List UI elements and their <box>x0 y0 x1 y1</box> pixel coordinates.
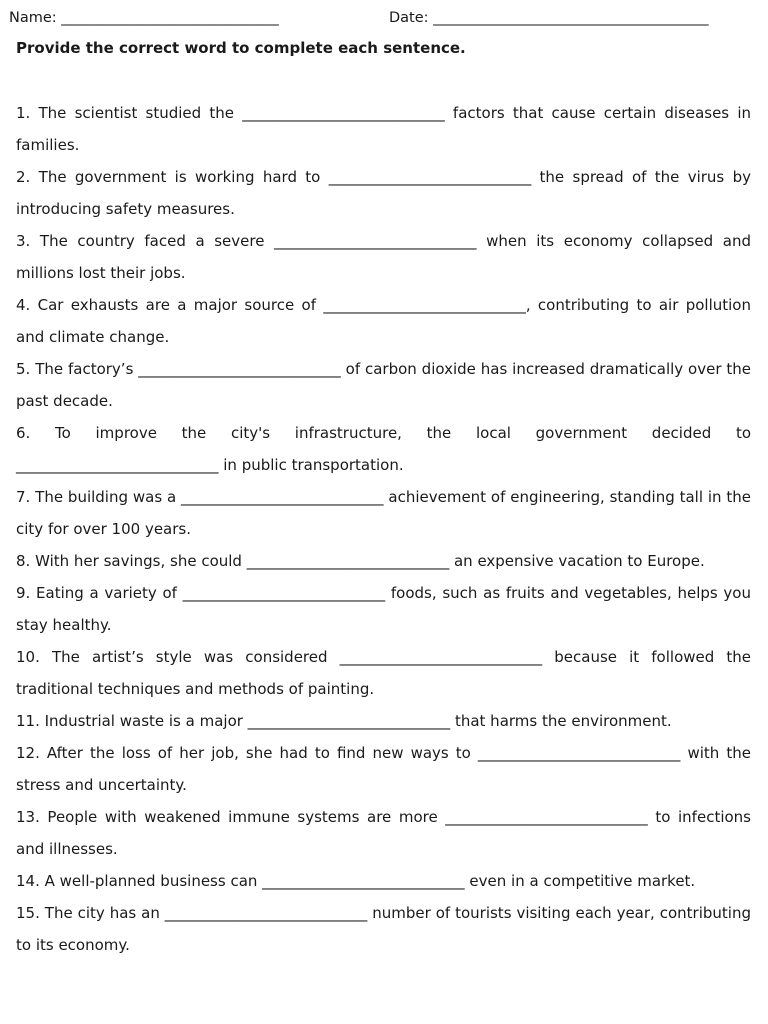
instructions: Provide the correct word to complete each sentence. <box>16 39 466 57</box>
question-8: 8. With her savings, she could ___________________________ an expensive vacation to Europe. <box>16 552 705 570</box>
question-4: 4. Car exhausts are a major source of ___________________________, contributing to air pollution and climate change. <box>16 296 751 346</box>
question-11: 11. Industrial waste is a major ___________________________ that harms the environment. <box>16 712 672 730</box>
question-list <box>16 97 751 961</box>
question-13: 13. People with weakened immune systems are more ___________________________ to infections and illnesses. <box>16 808 751 858</box>
question-15: 15. The city has an ___________________________ number of tourists visiting each year, contributing to its economy. <box>16 904 751 954</box>
question-9: 9. Eating a variety of ___________________________ foods, such as fruits and vegetables, helps you stay healthy. <box>16 584 751 634</box>
question-6: 6. To improve the city's infrastructure, the local government decided to ___________________________ in public transportation. <box>16 424 751 474</box>
question-14: 14. A well-planned business can ___________________________ even in a competitive market. <box>16 872 696 890</box>
question-10: 10. The artist’s style was considered ___________________________ because it followed the traditional techniques and methods of painting. <box>16 648 751 698</box>
question-3: 3. The country faced a severe ___________________________ when its economy collapsed and millions lost their jobs. <box>16 232 751 282</box>
question-2: 2. The government is working hard to ___________________________ the spread of the virus by introducing safety measures. <box>16 168 751 218</box>
question-5: 5. The factory’s ___________________________ of carbon dioxide has increased dramatically over the past decade. <box>16 360 751 410</box>
question-1: 1. The scientist studied the ___________________________ factors that cause certain diseases in families. <box>16 104 751 154</box>
question-7: 7. The building was a ___________________________ achievement of engineering, standing tall in the city for over 100 years. <box>16 488 751 538</box>
worksheet-header <box>9 8 749 30</box>
name-field: Name: ______________________________ <box>9 10 279 26</box>
question-12: 12. After the loss of her job, she had to find new ways to ___________________________ with the stress and uncertainty. <box>16 744 751 794</box>
date-field: Date: ______________________________________ <box>389 10 709 26</box>
